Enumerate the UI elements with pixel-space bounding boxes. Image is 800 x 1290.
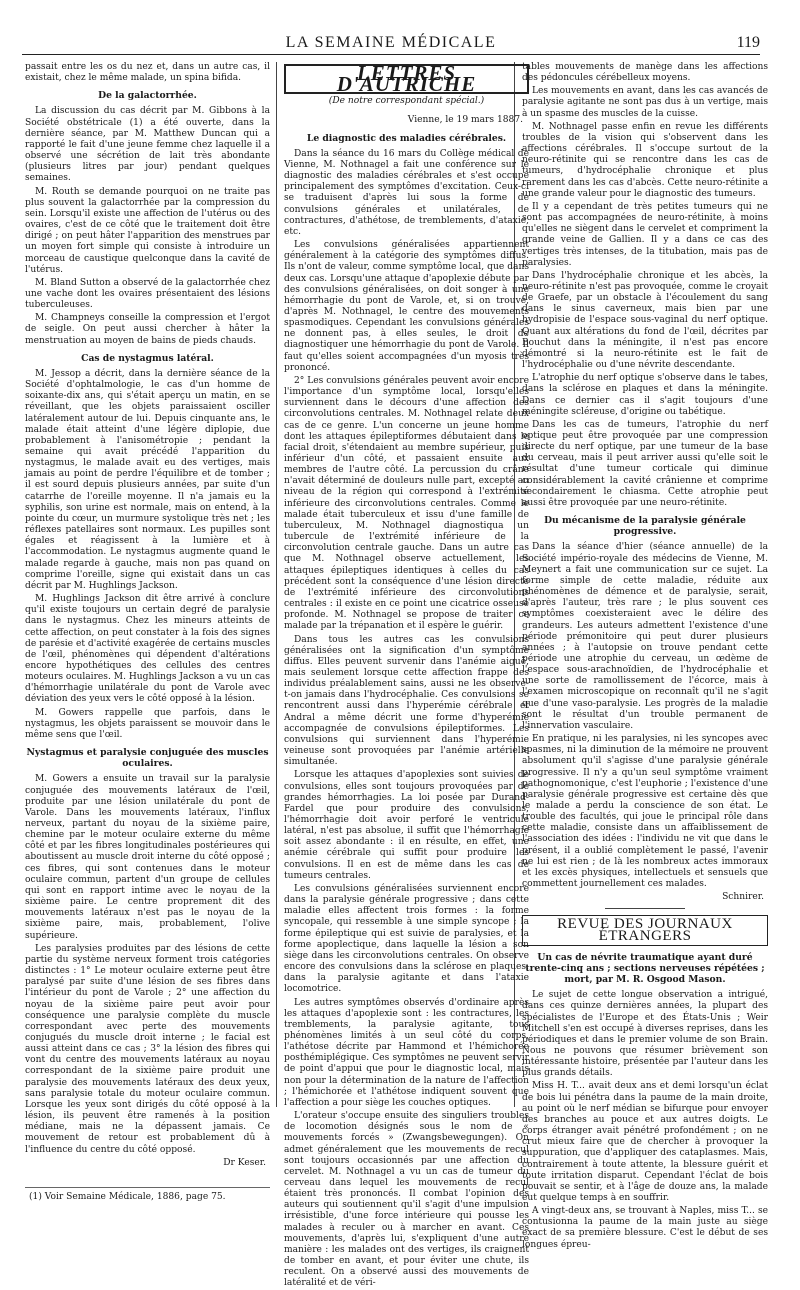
paragraph: M. Routh se demande pourquoi on ne traite pas plus souvent la galactorrhée par la compression du sein. Lorsqu'il existe une affection de l'utérus ou des ovaires, c'est de ce côté que le traitement doit être dirigé ; on peut hâter l'apparition des menstrues par un moyen fort simple qui consiste à introduire un morceau de caustique quelconque dans la cavité de l'utérus. (25, 186, 270, 275)
separator-rule (605, 908, 685, 909)
paragraph: tables mouvements de manège dans les affections des pédoncules cérébelleux moyens. (522, 62, 768, 84)
paragraph: M. Nothnagel passe enfin en revue les différents troubles de la vision qui s'observent dans les affections cérébrales. Il s'occupe surtout de la neuro-rétinite qui se rencontre dans les cas de tumeurs, d'hydrocéphalie chronique et plus rarement dans les cas d'abcès. Cette neuro-rétinite a une grande valeur pour le diagnostic des tumeurs. (522, 121, 768, 199)
paragraph: L'orateur s'occupe ensuite des singuliers troubles de locomotion désignés sous le nom de « mouvements forcés » (Zwangsbewegungen). On admet généralement que les mouvements de recul sont toujours occasionnés par une affection du cervelet. M. Nothnagel a vu un cas de tumeur du cerveau dans lequel les mouvements de recul étaient très prononcés. Il combat l'opinion des auteurs qui soutiennent qu'il s'agit d'une impulsion irrésistible, d'une force intérieure qui pousse les malades à reculer ou à marcher en avant. Ces mouvements, d'après lui, s'expliquent d'une autre manière : les malades ont des vertiges, ils craignent de tomber en avant, et pour éviter une chute, ils reculent. On a observé aussi des mouvements de latéralité et de véri- (284, 1111, 529, 1289)
dateline: Vienne, le 19 mars 1887. (407, 115, 523, 126)
paragraph: M. Gowers a ensuite un travail sur la paralysie conjuguée des mouvements latéraux de l'œil, produite par une lésion unilatérale du pont de Varole. Dans les mouvements latéraux, l'influx nerveux, partant du noyau de la sixième paire, chemine par le moteur oculaire externe du même côté et par les fibres longitudinales postérieures qui aboutissent au muscle droit interne du côté opposé ; ces fibres, qui sont contenues dans le moteur oculaire commun, partent d'un groupe de cellules qui sont en rapport intime avec le noyau de la sixième paire. Le centre proprement dit des mouvements latéraux n'est pas le noyau de la sixième paire, mais, probablement, l'olive supérieure. (25, 774, 270, 941)
paragraph: M. Champneys conseille la compression et l'ergot de seigle. On peut aussi chercher à hâter la menstruation au moyen de bains de pieds chauds. (25, 313, 270, 346)
paragraph: Les paralysies produites par des lésions de cette partie du système nerveux forment trois catégories distinctes : 1° Le moteur oculaire externe peut être paralysé par suite d'une lésion de ses fibres dans l'intérieur du pont de Varole ; 2° une affection du noyau de la sixième paire peut avoir pour conséquence une paralysie complète du muscle correspondant avec perte des mouvements conjugués du muscle droit interne ; le facial est aussi atteint dans ce cas ; 3° la lésion des fibres qui vont du centre des mouvements latéraux au noyau correspondant de la sixième paire produit une paralysie des mouvements latéraux des deux yeux, sans paralysie totale du moteur oculaire commun. Lorsque les yeux sont dirigés du côté opposé à la lésion, ils peuvent être ramenés à la position médiane, mais ne la dépassent jamais. Ce mouvement de retour est probablement dû à l'influence du centre du côté opposé. (25, 943, 270, 1155)
paragraph: M. Bland Sutton a observé de la galactorrhée chez une vache dont les ovaires présentaient des lésions tuberculeuses. (25, 277, 270, 311)
banner-subtitle: (De notre correspondant spécial.) (328, 96, 485, 107)
paragraph: Dans l'hydrocéphalie chronique et les abcès, la neuro-rétinite n'est pas provoquée, comme le croyait de Graefe, par un obstacle à l'écoulement du sang dans le sinus caverneux, mais bien par une hydropisie de l'espace sous-vaginal du nerf optique. Quant aux altérations du fond de l'œil, décrites par Bouchut dans la méningite, il n'est pas encore démontré si la neuro-rétinite est le fait de l'hydrocéphalie ou d'une névrite descendante. (522, 270, 768, 371)
paragraph: Le sujet de cette longue observation a intrigué, dans ces quinze dernières années, la plupart des spécialistes de l'Europe et des États-Unis ; Weir Mitchell s'en est occupé à diverses reprises, dans les périodiques et dans le premier volume de son Brain. Nous ne pouvons que résumer brièvement son intéressante histoire, présentée par l'auteur dans les plus grands détails. (522, 990, 768, 1079)
section-heading: Nystagmus et paralysie conjuguée des muscles oculaires. (26, 747, 269, 770)
paragraph: M. Jessop a décrit, dans la dernière séance de la Société d'ophtalmologie, le cas d'un homme de soixante-dix ans, qui s'était aperçu un matin, en se réveillant, que les objets paraissaient osciller latéralement autour de lui. Depuis cinquante ans, le malade était atteint d'une légère diplopie, due probablement à l'anisométropie ; pendant la semaine qui avait précédé l'apparition du nystagmus, le malade avait eu des vertiges, mais jamais au point de perdre l'équilibre et de tomber ; il est sourd depuis plusieurs années, par suite d'un catarrhe de l'oreille moyenne. Il n'a jamais eu la syphilis, son urine est normale, mais on entend, à la pointe du cœur, un murmure systolique très net ; les réflexes patellaires sont normaux. Les pupilles sont égales et réagissent à la lumière et à l'accommodation. Le nystagmus augmente quand le malade regarde à gauche, mais non pas quand on comprime l'oreille, signe qui existait dans un cas décrit par M. Hughlings Jackson. (25, 368, 270, 591)
paragraph: Les autres symptômes observés d'ordinaire après les attaques d'apoplexie sont : les contractures, les tremblements, la paralysie agitante, tous phénomènes limités à un seul côté du corps, l'athétose décrite par Hammond et l'hémichorée posthémiplégique. Ces symptômes ne peuvent servir de point d'appui que pour le diagnostic local, mais non pour la détermination de la nature de l'affection ; l'hémichorée et l'athétose indiquent souvent que l'affection a pour siège les couches optiques. (284, 997, 529, 1108)
column-rule (276, 62, 277, 1107)
paragraph: L'atrophie du nerf optique s'observe dans le tabes, dans la sclérose en plaques et dans la méningite. Dans ce dernier cas il s'agit toujours d'une méningite scléreuse, d'origine ou tabétique. (522, 373, 768, 417)
paragraph: Dans la séance d'hier (séance annuelle) de la Société império-royale des médecins de Vienne, M. Meynert a fait une communication sur ce sujet. La forme simple de cette maladie, réduite aux phénomènes de démence et de paralysie, serait, d'après l'auteur, très rare ; le plus souvent ces symptômes coexisteraient avec le délire des grandeurs. Les auteurs admettent l'existence d'une période prémonitoire qui peut durer plusieurs années ; à l'autopsie on trouve pendant cette période une atrophie du cerveau, un œdème de l'espace sous-arachnoïdien, de l'hydrocéphalie et une sorte de ramollissement de l'écorce, mais à l'examen microscopique on reconnaît qu'il ne s'agit que d'une vaso-paralysie. Les progrès de la maladie sont le résultat d'un trouble permanent de l'innervation vasculaire. (522, 542, 768, 731)
section-heading: Du mécanisme de la paralysie générale progressive. (544, 515, 746, 538)
column-1 (25, 62, 270, 1202)
paragraph: Les convulsions généralisées surviennent encore dans la paralysie générale progressive ; dans cette maladie elles affectent trois formes : la forme syncopale, qui ressemble à une simple syncope ; la forme épileptique qui est suivie de paralysies, et la forme apoplectique, dans laquelle la lésion a son siège dans les circonvolutions centrales. On observe encore des convulsions dans la sclérose en plaques, dans la paralysie agitante et dans l'ataxie locomotrice. (284, 883, 529, 995)
section-heading: De la galactorrhée. (98, 90, 197, 102)
footnote: (1) Voir Semaine Médicale, 1886, page 75. (25, 1187, 270, 1203)
author-signature: Dr Keser. (223, 1157, 266, 1168)
column-2 (284, 61, 529, 1289)
paragraph: Dans tous les autres cas les convulsions généralisées ont la signification d'un symptôme diffus. Elles peuvent survenir dans l'anémie aiguë, mais seulement lorsque cette affection frappe des individus préalablement sains, aussi ne les observe-t-on jamais dans l'hydrocéphalie. Ces convulsions se rencontrent aussi dans l'hyperémie cérébrale et Andral a même décrit une forme d'hyperémie accompagnée de convulsions épileptiformes. Les convulsions qui surviennent dans l'hyperémie veineuse sont provoquées par l'anémie artérielle simultanée. (284, 634, 529, 768)
paragraph: Dans les cas de tumeurs, l'atrophie du nerf optique peut être provoquée par une compression directe du nerf optique, par une tumeur de la base du cerveau, mais il peut arriver aussi qu'elle soit le résultat d'une tumeur corticale qui diminue considérablement la cavité crânienne et comprime secondairement le chiasma. Cette atrophie peut aussi être provoquée par une neuro-rétinite. (522, 419, 768, 508)
section-heading: Cas de nystagmus latéral. (81, 352, 214, 364)
paragraph: M. Gowers rappelle que parfois, dans le nystagmus, les objets paraissent se mouvoir dans le même sens que l'œil. (25, 707, 270, 740)
paragraph: Lorsque les attaques d'apoplexies sont suivies de convulsions, elles sont toujours provoquées par de grandes hémorrhagies. La loi posée par Durand-Fardel que pour produire des convulsions, l'hémorrhagie doit avoir perforé le ventricule latéral, n'est pas absolue, il suffit que l'hémorrhagie soit assez abondante : il en résulte, en effet, une anémie cérébrale qui suffit pour produire les convulsions. Il en est de même dans les cas de tumeurs centrales. (284, 770, 529, 881)
paragraph: passait entre les os du nez et, dans un autre cas, il existait, chez le même malade, un spina bifida. (25, 62, 270, 84)
section-heading: Un cas de névrite traumatique ayant duré trente-cinq ans ; sections nerveuses répétées ; mort, par M. R. Osgood Mason. (525, 951, 765, 986)
author-signature: Schnirer. (722, 892, 764, 903)
paragraph: Les convulsions généralisées appartiennent généralement à la catégorie des symptômes diffus. Ils n'ont de valeur, comme symptôme local, que dans deux cas. Lorsqu'une attaque d'apoplexie débute par des convulsions généralisées, on doit songer à une hémorrhagie du pont de Varole, et, si on trouve, d'après M. Nothnagel, le centre des mouvements spasmodiques. Cependant les convulsions générales ne donnent pas, à elles seules, le droit de diagnostiquer une hémorrhagie du pont de Varole. Il faut qu'elles soient accompagnées d'un myosis très prononcé. (284, 240, 529, 373)
revue-banner: REVUE DES JOURNAUX ÉTRANGERS (522, 915, 768, 945)
paragraph: M. Hughlings Jackson dit être arrivé à conclure qu'il existe toujours un certain degré de paralysie dans le nystagmus. Chez les mineurs atteints de cette affection, on peut constater à la fois des signes de parésie et d'activité exagérée de certains muscles de l'œil, phénomènes qui dépendent d'altérations encore hypothétiques des cellules des centres moteurs oculaires. M. Hughlings Jackson a vu un cas d'hémorrhagie unilatérale du pont de Varole avec déviation des yeux vers le côté opposé à la lésion. (25, 594, 270, 705)
paragraph: En pratique, ni les paralysies, ni les syncopes avec spasmes, ni la diminution de la mémoire ne prouvent absolument qu'il s'agisse d'une paralysie générale progressive. Il n'y a qu'un seul symptôme vraiment pathognomonique, c'est l'euphorie ; l'existence d'une paralysie générale progressive est certaine dès que le malade a perdu la conscience de son état. Le trouble des facultés, qui joue le principal rôle dans cette maladie, consiste dans un affaiblissement de l'association des idées : l'individu ne vit que dans le présent, il a oublié complètement le passé, l'avenir ne lui est rien ; de là les nombreux actes immoraux et les excès physiques, intellectuels et sensuels que commettent journellement ces malades. (522, 734, 768, 890)
paragraph: 2° Les convulsions générales peuvent avoir encore l'importance d'un symptôme local, lorsqu'elles surviennent dans le décours d'une affection des circonvolutions centrales. M. Nothnagel relate deux cas de ce genre. L'un concerne un jeune homme dont les attaques épileptiformes débutaient dans le facial droit, s'étendaient au membre supérieur, puis inférieur d'un côté, et passaient ensuite aux membres de l'autre côté. La percussion du crâne n'avait déterminé de douleurs nulle part, excepté au niveau de la région qui correspond à l'extrémité inférieure des circonvolutions centrales. Comme le malade était tuberculeux et issu d'une famille de tuberculeux, M. Nothnagel diagnostiqua un tubercule de l'extrémité inférieure de la circonvolution centrale gauche. Dans un autre cas que M. Nothnagel observe actuellement, les attaques épileptiques identiques à celles du cas précédent sont la conséquence d'une lésion directe de l'extrémité inférieure des circonvolutions centrales : il existe en ce point une cicatrice osseuse profonde. M. Nothnagel se propose de traiter ce malade par la trépanation et il espère le guérir. (284, 375, 529, 632)
paragraph: La discussion du cas décrit par M. Gibbons à la Société obstétricale (1) a été ouverte, dans la dernière séance, par M. Matthew Duncan qui a rapporté le fait d'une jeune femme chez laquelle il a observé une sécrétion de lait très abondante (plusieurs litres par jour) pendant quelques semaines. (25, 106, 270, 184)
paragraph: Il y a cependant de très petites tumeurs qui ne sont pas accompagnées de neuro-rétinite, à moins qu'elles ne siègent dans le cervelet et compriment la grande veine de Gallien. Il y a dans ce cas des vertiges très intenses, de la titubation, mais pas de paralysies. (522, 201, 768, 268)
column-3 (522, 62, 768, 1250)
letters-banner: LETTRES D'AUTRICHE (284, 64, 529, 94)
running-head: LA SEMAINE MÉDICALE (285, 34, 497, 51)
page-header (22, 32, 760, 55)
paragraph: A vingt-deux ans, se trouvant à Naples, miss T... se contusionna la paume de la main juste au siège exact de sa première blessure. C'est le début de ses longues épreu- (522, 1206, 768, 1250)
paragraph: Miss H. T... avait deux ans et demi lorsqu'un éclat de bois lui pénétra dans la paume de la main droite, au point où le nerf médian se bifurque pour envoyer des branches au pouce et aux autres doigts. Le corps étranger avait pénétré profondément ; on ne crut mieux faire que de chercher à provoquer la suppuration, que d'appliquer des cataplasmes. Mais, contrairement à toute attente, la blessure guérit et toute irritation disparut. Cependant l'éclat de bois pouvait se sentir, et à l'âge de douze ans, la malade eut quelque temps à en souffrir. (522, 1081, 768, 1203)
page-number: 119 (736, 34, 760, 51)
paragraph: Dans la séance du 16 mars du Collège médical de Vienne, M. Nothnagel a fait une conférence sur le diagnostic des maladies cérébrales et s'est occupé principalement des symptômes d'excitation. Ceux-ci se traduisent d'après lui sous la forme de convulsions générales et unilatérales, de contractures, d'athétose, de tremblements, d'ataxie, etc. (284, 148, 529, 237)
section-heading: Le diagnostic des maladies cérébrales. (306, 132, 507, 144)
paragraph: Les mouvements en avant, dans les cas avancés de paralysie agitante ne sont pas dus à un vertige, mais à un spasme des muscles de la cuisse. (522, 86, 768, 119)
